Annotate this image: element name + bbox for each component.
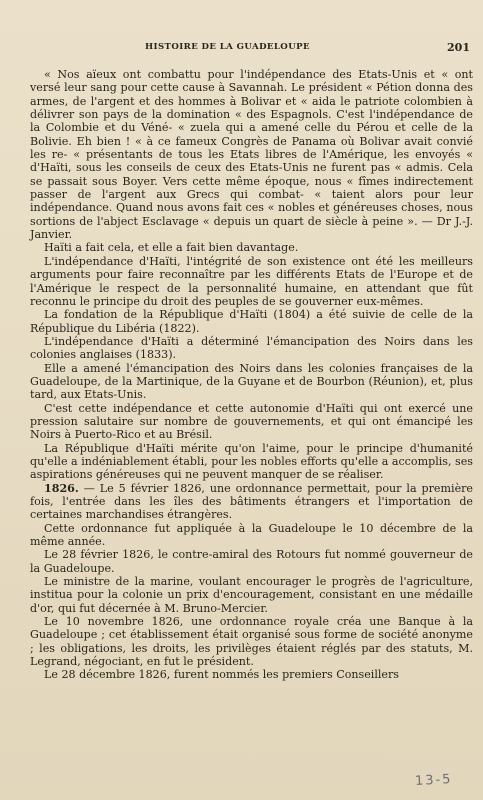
paragraph: Le 28 février 1826, le contre-amiral des Rotours fut nommé gouverneur de la Guadeloupe.: [30, 548, 473, 575]
page-header: [30, 42, 470, 58]
handwritten-note: 13-5: [415, 772, 454, 789]
page-number: 201: [447, 41, 470, 54]
paragraph: Haïti a fait cela, et elle a fait bien davantage.: [44, 241, 299, 255]
body-text: [30, 68, 473, 682]
paragraph: C'est cette indépendance et cette autonomie d'Haïti qui ont exercé une pression salutaire sur nombre de gouvernements, et qui ont émancipé les Noirs à Puerto-Rico et au Brésil.: [30, 401, 473, 442]
paragraph: L'indépendance d'Haïti, l'intégrité de son existence ont été les meilleurs arguments pour faire reconnaître par les différents Etats de l'Europe et de l'Amérique le respect de la personnalité humaine, en attendant que fût reconnu le principe du droit des peuples de se gouverner eux-mêmes.: [30, 254, 473, 308]
entry-date: 1826.: [44, 481, 79, 495]
paragraph: La fondation de la République d'Haïti (1804) a été suivie de celle de la République du Libéria (1822).: [30, 308, 473, 335]
paragraph: Le ministre de la marine, voulant encourager le progrès de l'agriculture, institua pour la colonie un prix d'encouragement, consistant en une médaille d'or, qui fut décernée à M. Bruno-Mercier.: [30, 575, 473, 615]
entry-text: — Le 5 février 1826, une ordonnance permettait, pour la première fois, l'entrée dans les îles des bâtiments étrangers et l'importation de certaines marchandises étrangères.: [30, 481, 473, 522]
paragraph: L'indépendance d'Haïti a déterminé l'émancipation des Noirs dans les colonies anglaises (1833).: [30, 334, 473, 362]
paragraph: Cette ordonnance fut appliquée à la Guadeloupe le 10 décembre de la même année.: [30, 521, 473, 549]
paragraph: Le 28 décembre 1826, furent nommés les premiers Conseillers: [44, 668, 399, 682]
running-head: HISTOIRE DE LA GUADELOUPE: [145, 42, 310, 52]
paragraph: La République d'Haïti mérite qu'on l'aime, pour le principe d'humanité qu'elle a indéniablement établi, pour les nobles efforts qu'elle a accomplis, ses aspirations généreuses qui ne peuvent manquer de se réaliser.: [30, 441, 473, 482]
quote-paragraph: « Nos aïeux ont combattu pour l'indépendance des Etats-Unis et « ont versé leur sang pour cette cause à Savannah. Le président « Pétion donna des armes, de l'argent et des hommes à Bolivar et « aida le patriote colombien à délivrer son pays de la domination « des Espagnols. C'est l'indépendance de la Colombie et du Véné- « zuela qui a amené celle du Pérou et celle de la Bolivie. Eh bien ! « à ce fameux Congrès de Panama où Bolivar avait convié les re- « présentants de tous les Etats libres de l'Amérique, les envoyés « d'Haïti, sous les conseils de ceux des Etats-Unis ne furent pas « admis. Cela se passait sous Boyer. Vers cette même époque, nous « fîmes indirectement passer de l'argent aux Grecs qui combat- « taient alors pour leur indépendance. Quand nous avons fait ces « nobles et généreuses choses, nous sortions de l'abject Esclavage « depuis un quart de siècle à peine ». — Dr J.-J. Janvier.: [30, 68, 473, 242]
entry-1826: [30, 482, 473, 522]
paragraph: Le 10 novembre 1826, une ordonnance royale créa une Banque à la Guadeloupe ; cet établissement était organisé sous forme de société anonyme ; les obligations, les droits, les privilèges étaient réglés par des statuts, M. Legrand, négociant, en fut le président.: [30, 615, 473, 669]
paragraph: Elle a amené l'émancipation des Noirs dans les colonies françaises de la Guadeloupe, de la Martinique, de la Guyane et de Bourbon (Réunion), et, plus tard, aux Etats-Unis.: [30, 361, 473, 402]
